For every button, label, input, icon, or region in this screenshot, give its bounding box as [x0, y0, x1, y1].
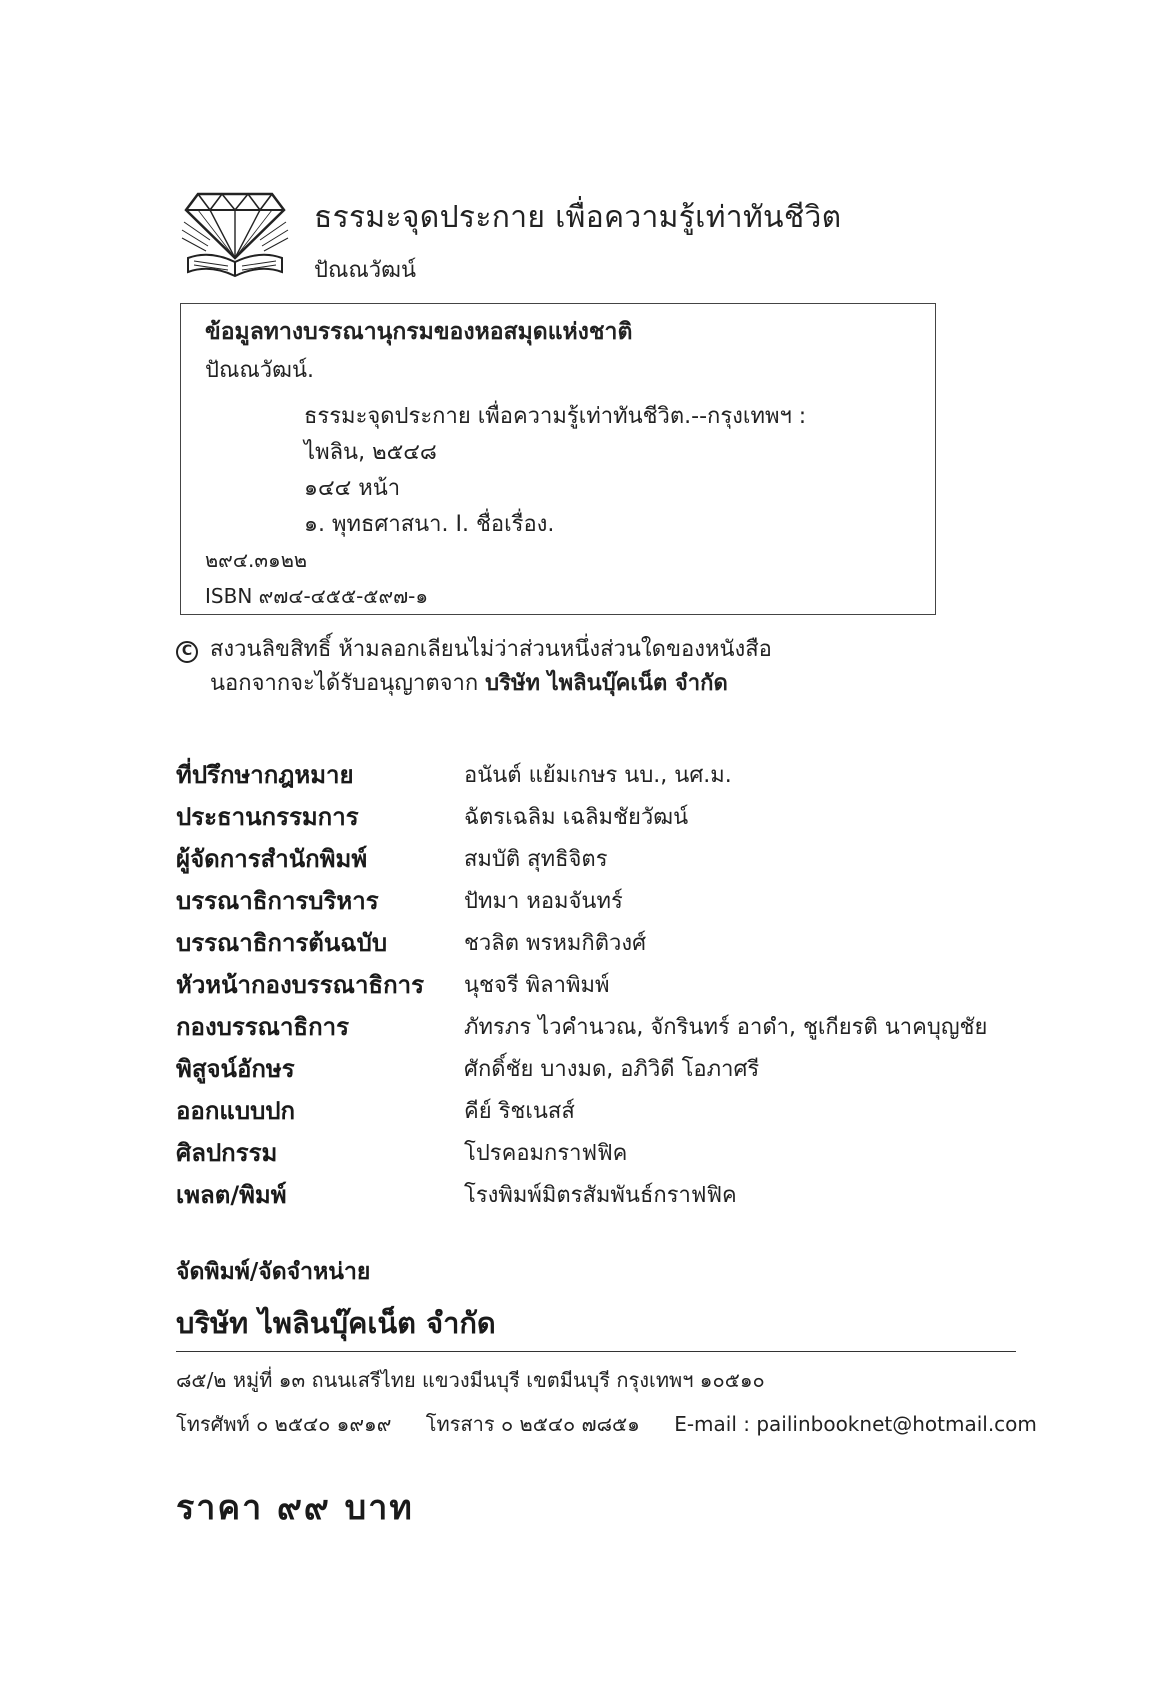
- staff-role: ที่ปรึกษากฎหมาย: [176, 761, 354, 789]
- staff-role: ศิลปกรรม: [176, 1139, 278, 1167]
- copyright-line-2: [176, 667, 772, 701]
- staff-role: ผู้จัดการสำนักพิมพ์: [176, 845, 368, 873]
- copyright-icon: C: [176, 641, 198, 663]
- fax-number: โทรสาร ๐ ๒๕๔๐ ๗๘๕๑: [425, 1412, 640, 1436]
- staff-name: ชวลิต พรหมกิติวงศ์: [464, 931, 647, 956]
- staff-name: ฉัตรเฉลิม เฉลิมชัยวัฒน์: [464, 805, 689, 830]
- divider: [176, 1351, 1016, 1352]
- phone-number: โทรศัพท์ ๐ ๒๕๔๐ ๑๙๑๙: [176, 1412, 392, 1436]
- diamond-book-logo-icon: [180, 188, 290, 280]
- publisher-company: บริษัท ไพลินบุ๊คเน็ต จำกัด: [176, 1306, 496, 1340]
- email-address[interactable]: E-mail : pailinbooknet@hotmail.com: [674, 1412, 1037, 1436]
- staff-name: ศักดิ์ชัย บางมด, อภิวิดี โอภาศรี: [464, 1057, 760, 1082]
- staff-role: ประธานกรรมการ: [176, 803, 359, 831]
- author-name: ปัณณวัฒน์: [314, 258, 417, 283]
- staff-name: โปรคอมกราฟฟิค: [464, 1141, 628, 1166]
- catalog-line: ไพลิน, ๒๕๔๘: [304, 440, 437, 465]
- copyright-text: สงวนลิขสิทธิ์ ห้ามลอกเลียนไม่ว่าส่วนหนึ่งส่วนใดของหนังสือ: [210, 637, 772, 662]
- copyright-line-1: [176, 633, 772, 667]
- staff-role: เพลต/พิมพ์: [176, 1181, 287, 1209]
- catalog-line: ๑. พุทธศาสนา. I. ชื่อเรื่อง.: [304, 512, 555, 537]
- catalog-isbn: ISBN ๙๗๔-๔๕๕-๕๙๗-๑: [205, 584, 429, 608]
- staff-role: บรรณาธิการบริหาร: [176, 887, 379, 915]
- staff-role: ออกแบบปก: [176, 1097, 296, 1125]
- copyright-permission-text: นอกจากจะได้รับอนุญาตจาก: [210, 671, 486, 696]
- staff-role: หัวหน้ากองบรรณาธิการ: [176, 971, 424, 999]
- catalog-line: ๑๔๔ หน้า: [304, 476, 401, 501]
- staff-name: นุชจรี พิลาพิมพ์: [464, 973, 610, 998]
- catalog-line: ธรรมะจุดประกาย เพื่อความรู้เท่าทันชีวิต.--กรุงเทพฯ :: [304, 404, 807, 429]
- book-title: ธรรมะจุดประกาย เพื่อความรู้เท่าทันชีวิต: [314, 200, 842, 235]
- staff-name: คีย์ ริชเนสส์: [464, 1099, 575, 1124]
- staff-name: โรงพิมพ์มิตรสัมพันธ์กราฟฟิค: [464, 1183, 737, 1208]
- staff-name: อนันต์ แย้มเกษร นบ., นศ.ม.: [464, 763, 732, 788]
- price: ราคา ๙๙ บาท: [176, 1488, 414, 1528]
- staff-role: บรรณาธิการต้นฉบับ: [176, 929, 388, 957]
- cataloging-in-publication-box: [180, 303, 936, 615]
- publisher-address: ๘๕/๒ หมู่ที่ ๑๓ ถนนเสรีไทย แขวงมีนบุรี เขตมีนบุรี กรุงเทพฯ ๑๐๕๑๐: [176, 1368, 765, 1392]
- distributor-label: จัดพิมพ์/จัดจำหน่าย: [176, 1259, 371, 1285]
- catalog-heading: ข้อมูลทางบรรณานุกรมของหอสมุดแห่งชาติ: [205, 319, 633, 345]
- catalog-author: ปัณณวัฒน์.: [205, 358, 315, 383]
- copyright-company: บริษัท ไพลินบุ๊คเน็ต จำกัด: [485, 671, 728, 696]
- staff-role: กองบรรณาธิการ: [176, 1013, 349, 1041]
- publisher-contact: [176, 1408, 1037, 1440]
- copyright-notice: [176, 633, 772, 701]
- staff-role: พิสูจน์อักษร: [176, 1055, 295, 1083]
- staff-name: สมบัติ สุทธิจิตร: [464, 847, 608, 872]
- staff-name: ภัทรภร ไวคำนวณ, จักรินทร์ อาดำ, ชูเกียรติ นาคบุญชัย: [464, 1015, 988, 1040]
- catalog-classification: ๒๙๔.๓๑๒๒: [205, 548, 308, 572]
- staff-name: ปัทมา หอมจันทร์: [464, 889, 623, 914]
